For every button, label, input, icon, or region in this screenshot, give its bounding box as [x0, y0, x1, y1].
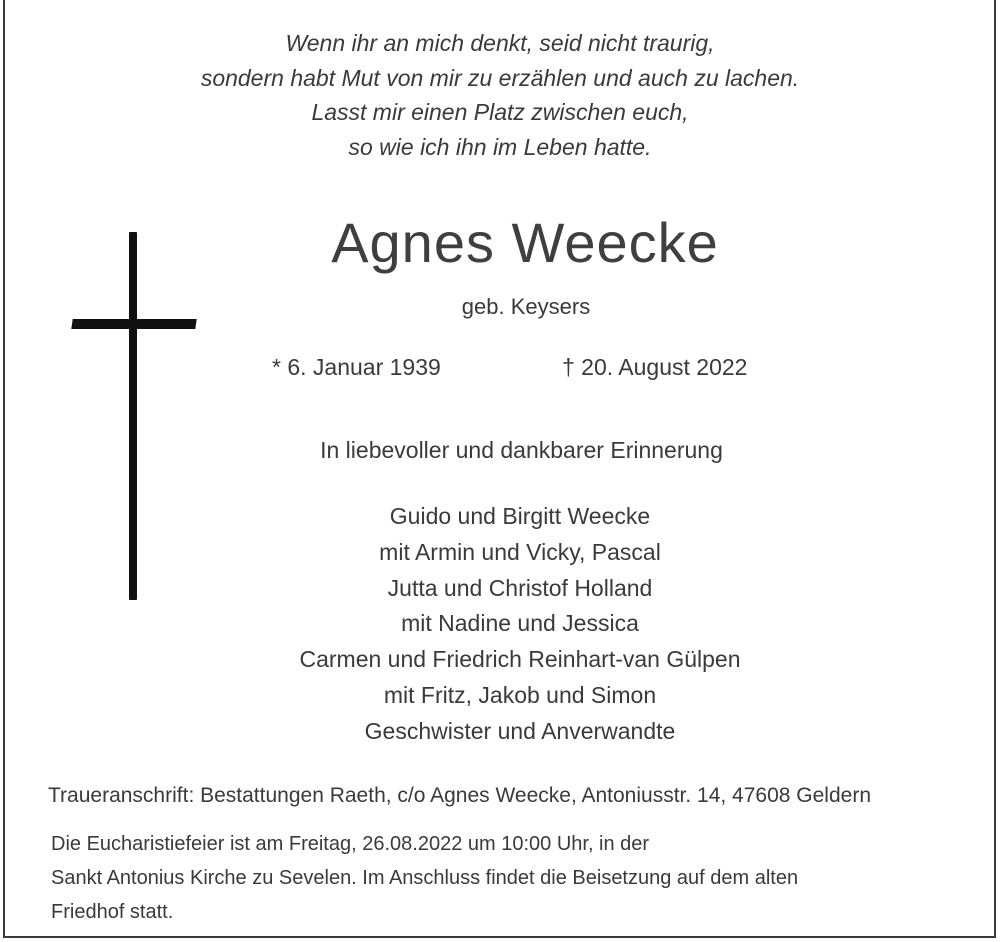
mourner-line: mit Nadine und Jessica	[401, 610, 639, 637]
poem-line: Lasst mir einen Platz zwischen euch,	[311, 99, 689, 125]
maiden-name: geb. Keysers	[461, 294, 591, 319]
poem-line: so wie ich ihn im Leben hatte.	[348, 133, 652, 160]
mourner-line: Jutta und Christof Holland	[387, 574, 653, 601]
death-date: † 20. August 2022	[562, 354, 748, 380]
mourners-list	[0, 499, 1000, 750]
mourning-address: Traueranschrift: Bestattungen Raeth, c/o Agnes Weecke, Antoniusstr. 14, 47608 Geldern	[48, 784, 871, 807]
poem-line: sondern habt Mut von mir zu erzählen und auch zu lachen.	[200, 64, 800, 91]
mourner-line: Carmen und Friedrich Reinhart-van Gülpen	[299, 646, 741, 673]
birth-date: * 6. Januar 1939	[272, 354, 441, 380]
service-line: Friedhof statt.	[51, 901, 174, 923]
service-line: Die Eucharistiefeier ist am Freitag, 26.08.2022 um 10:00 Uhr, in der	[51, 833, 650, 855]
mourner-line: mit Armin und Vicky, Pascal	[379, 538, 661, 565]
poem-line: Wenn ihr an mich denkt, seid nicht traurig,	[285, 30, 715, 56]
mourner-line: Guido und Birgitt Weecke	[389, 503, 651, 529]
poem	[0, 26, 1000, 164]
mourner-line: Geschwister und Anverwandte	[364, 717, 676, 744]
service-info	[51, 827, 798, 929]
cross-horizontal-beam	[71, 319, 196, 329]
deceased-name: Agnes Weecke	[331, 211, 719, 274]
mourner-line: mit Fritz, Jakob und Simon	[383, 681, 657, 708]
service-line: Sankt Antonius Kirche zu Sevelen. Im Anschluss findet die Beisetzung auf dem alten	[51, 867, 799, 889]
memory-line: In liebevoller und dankbarer Erinnerung	[320, 437, 723, 463]
